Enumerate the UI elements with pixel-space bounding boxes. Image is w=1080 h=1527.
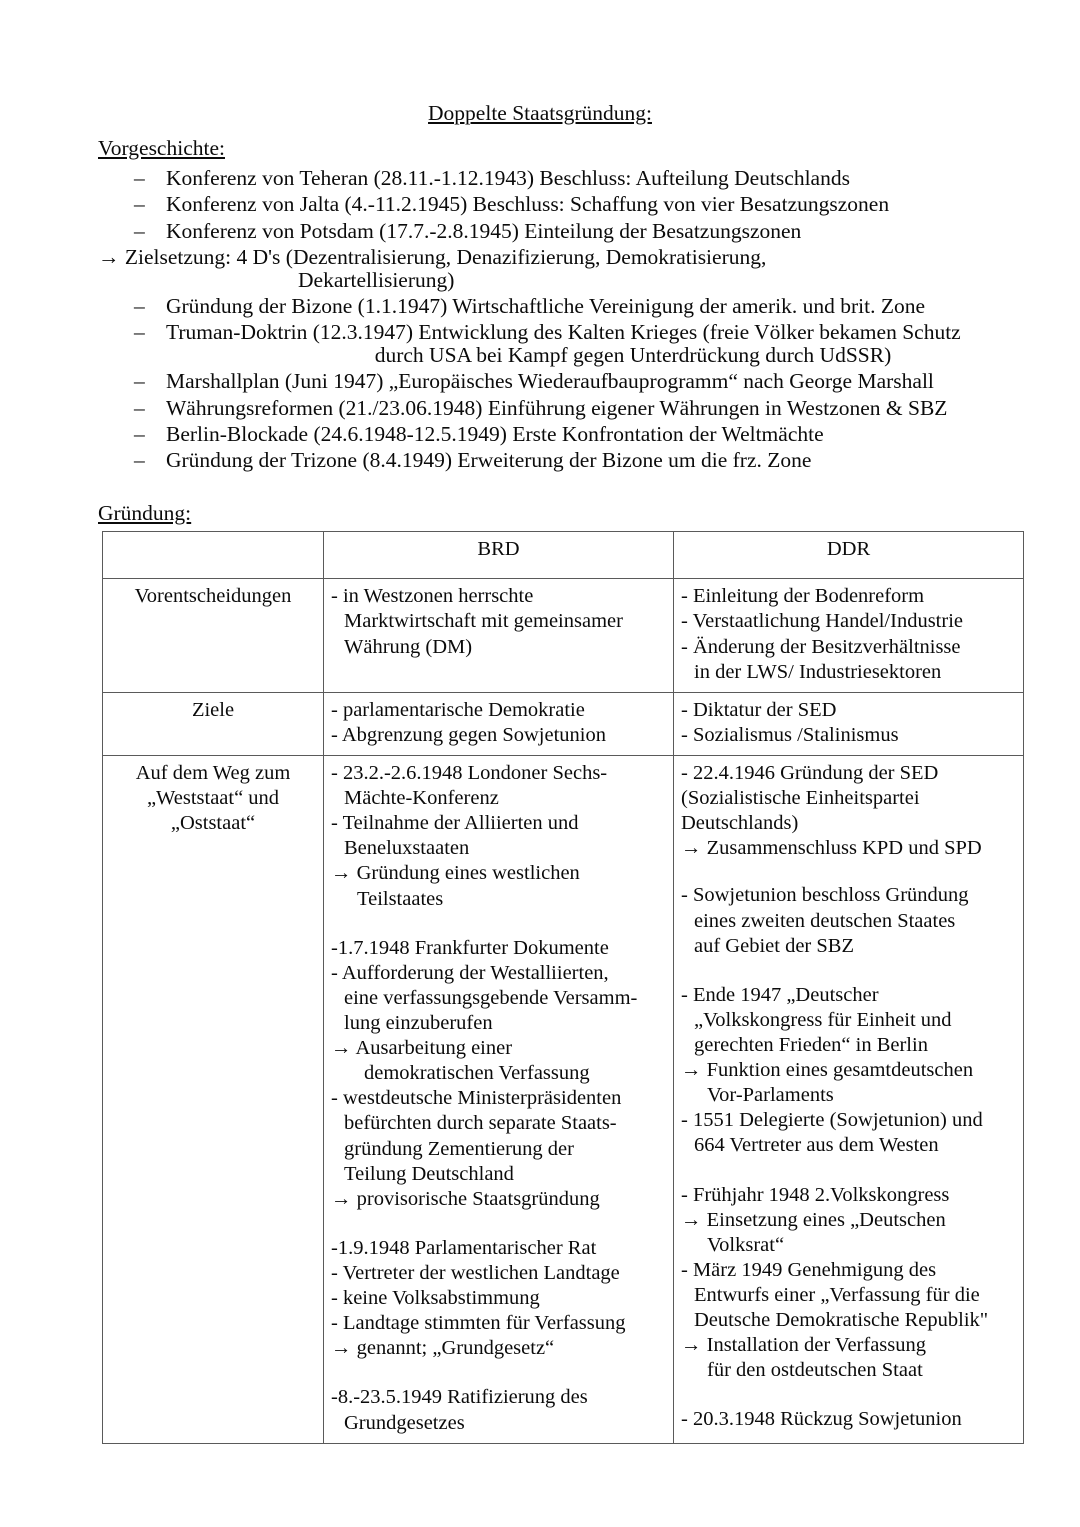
cell-spacer bbox=[331, 912, 666, 936]
cell-line: demokratischen Verfassung bbox=[364, 1062, 590, 1085]
section-heading-vorgeschichte-text: Vorgeschichte: bbox=[98, 135, 225, 160]
list-item bbox=[98, 321, 1080, 367]
section-heading-gruendung bbox=[98, 500, 1080, 525]
bullet-dash-icon: – bbox=[134, 421, 145, 446]
list-item bbox=[98, 397, 1080, 420]
cell-line: Marktwirtschaft mit gemeinsamer bbox=[344, 610, 623, 633]
bullet-dash-icon: – bbox=[134, 395, 145, 420]
cell-line: - Frühjahr 1948 2.Volkskongress bbox=[681, 1183, 950, 1206]
cell-ddr-ziele bbox=[674, 692, 1024, 755]
cell-line: Grundgesetzes bbox=[344, 1411, 465, 1434]
cell-line: - Teilnahme der Alliierten und bbox=[331, 812, 579, 835]
section-heading-vorgeschichte bbox=[98, 135, 1080, 160]
list-item-text: Konferenz von Teheran (28.11.-1.12.1943) Beschluss: Aufteilung Deutschlands bbox=[166, 166, 850, 190]
list-item-text: Truman-Doktrin (12.3.1947) Entwicklung des Kalten Krieges (freie Völker bekamen Schutz bbox=[166, 320, 961, 345]
cell-line: → Einsetzung eines „Deutschen bbox=[681, 1208, 946, 1231]
cell-brd-weg-zum-staat bbox=[324, 756, 674, 1444]
cell-line: eines zweiten deutschen Staates bbox=[694, 909, 956, 932]
cell-line: - 22.4.1946 Gründung der SED bbox=[681, 762, 939, 785]
table-row bbox=[103, 756, 1024, 1444]
list-item-text: Berlin-Blockade (24.6.1948-12.5.1949) Erste Konfrontation der Weltmächte bbox=[166, 421, 824, 446]
cell-line: Beneluxstaaten bbox=[344, 837, 470, 860]
page-title-text: Doppelte Staatsgründung: bbox=[428, 101, 652, 125]
list-item bbox=[98, 295, 1080, 318]
cell-line: → provisorische Staatsgründung bbox=[331, 1187, 600, 1210]
cell-line: → Funktion eines gesamtdeutschen bbox=[681, 1059, 974, 1082]
bullet-dash-icon: – bbox=[134, 448, 145, 473]
cell-line: eine verfassungsgebende Versamm- bbox=[344, 986, 638, 1009]
table-row bbox=[103, 692, 1024, 755]
cell-line: auf Gebiet der SBZ bbox=[694, 934, 854, 957]
bullet-dash-icon: – bbox=[134, 320, 145, 345]
cell-spacer bbox=[681, 861, 1016, 883]
list-item bbox=[98, 220, 1080, 243]
cell-line: Volksrat“ bbox=[707, 1233, 785, 1256]
table-header-brd: BRD bbox=[324, 532, 674, 579]
list-item-text: Konferenz von Potsdam (17.7.-2.8.1945) Einteilung der Besatzungszonen bbox=[166, 218, 802, 243]
cell-line: - 20.3.1948 Rückzug Sowjetunion bbox=[681, 1408, 962, 1431]
prehistory-bullet-list-1 bbox=[98, 167, 1080, 242]
cell-line: - keine Volksabstimmung bbox=[331, 1287, 540, 1310]
cell-line: → Installation der Verfassung bbox=[681, 1334, 926, 1357]
cell-spacer bbox=[681, 959, 1016, 983]
cell-line: - Landtage stimmten für Verfassung bbox=[331, 1312, 626, 1335]
cell-line: - Vertreter der westlichen Landtage bbox=[331, 1262, 620, 1284]
row-label-weg-zum-staat bbox=[103, 756, 324, 1444]
row-label-vorentscheidungen: Vorentscheidungen bbox=[103, 579, 324, 692]
section-heading-gruendung-text: Gründung: bbox=[98, 500, 192, 525]
cell-line: für den ostdeutschen Staat bbox=[707, 1359, 923, 1382]
row-label-line: „Oststaat“ bbox=[170, 812, 256, 835]
cell-line: - März 1949 Genehmigung des bbox=[681, 1258, 937, 1281]
page-title bbox=[0, 0, 1080, 125]
cell-line: Teilung Deutschland bbox=[344, 1162, 514, 1185]
bullet-dash-icon: – bbox=[134, 369, 145, 394]
bullet-dash-icon: – bbox=[134, 218, 145, 243]
row-label-ziele: Ziele bbox=[103, 692, 324, 755]
cell-line: Deutsche Demokratische Republik" bbox=[694, 1309, 989, 1332]
cell-spacer bbox=[681, 1383, 1016, 1407]
cell-line: in der LWS/ Industriesektoren bbox=[694, 660, 942, 683]
list-item-text: Gründung der Bizone (1.1.1947) Wirtschaftliche Vereinigung der amerik. und brit. Zone bbox=[166, 293, 925, 318]
cell-line: → genannt; „Grundgesetz“ bbox=[331, 1337, 555, 1360]
cell-spacer bbox=[331, 1212, 666, 1236]
cell-line: - westdeutsche Ministerpräsidenten bbox=[331, 1087, 622, 1110]
prehistory-arrow-item bbox=[98, 246, 1080, 292]
cell-line: - Sozialismus /Stalinismus bbox=[681, 723, 899, 746]
arrow-item-line1: → Zielsetzung: 4 D's (Dezentralisierung, Denazifizierung, Demokratisierung, bbox=[98, 244, 767, 269]
table-header-blank bbox=[103, 532, 324, 579]
cell-line: - in Westzonen herrschte bbox=[331, 585, 534, 608]
cell-line: - Abgrenzung gegen Sowjetunion bbox=[331, 723, 606, 746]
cell-line: Entwurfs einer „Verfassung für die bbox=[694, 1284, 980, 1306]
table-header-ddr: DDR bbox=[674, 532, 1024, 579]
cell-line: - parlamentarische Demokratie bbox=[331, 698, 585, 721]
list-item-text: Währungsreformen (21./23.06.1948) Einführung eigener Währungen in Westzonen & SBZ bbox=[166, 395, 948, 420]
cell-line: -8.-23.5.1949 Ratifizierung des bbox=[331, 1386, 588, 1409]
cell-line: lung einzuberufen bbox=[344, 1012, 493, 1035]
table-header-row bbox=[103, 532, 1024, 579]
cell-line: → Ausarbeitung einer bbox=[331, 1037, 513, 1060]
cell-line: → Gründung eines westlichen bbox=[331, 862, 580, 885]
cell-line: „Volkskongress für Einheit und bbox=[694, 1008, 952, 1031]
cell-spacer bbox=[331, 1361, 666, 1385]
bullet-dash-icon: – bbox=[134, 192, 145, 217]
list-item bbox=[98, 370, 1080, 393]
cell-line: → Zusammenschluss KPD und SPD bbox=[681, 837, 982, 860]
comparison-table bbox=[102, 531, 1024, 1443]
cell-line: (Sozialistische Einheitspartei bbox=[681, 787, 920, 810]
cell-brd-ziele bbox=[324, 692, 674, 755]
arrow-item-line2: Dekartellisierung) bbox=[298, 267, 455, 292]
cell-line: befürchten durch separate Staats- bbox=[344, 1112, 617, 1135]
cell-line: - 1551 Delegierte (Sowjetunion) und bbox=[681, 1109, 983, 1132]
cell-line: -1.9.1948 Parlamentarischer Rat bbox=[331, 1236, 597, 1259]
list-item-text: Marshallplan (Juni 1947) „Europäisches Wiederaufbauprogramm“ nach George Marshall bbox=[166, 369, 934, 394]
cell-spacer bbox=[681, 1159, 1016, 1183]
cell-line: - Aufforderung der Westalliierten, bbox=[331, 961, 609, 984]
list-item-text: Gründung der Trizone (8.4.1949) Erweiterung der Bizone um die frz. Zone bbox=[166, 448, 812, 473]
cell-line: - Verstaatlichung Handel/Industrie bbox=[681, 610, 963, 633]
list-item bbox=[98, 193, 1080, 216]
cell-brd-vorentscheidungen bbox=[324, 579, 674, 692]
cell-line: Deutschlands) bbox=[681, 812, 799, 835]
cell-line: Teilstaates bbox=[357, 887, 444, 910]
row-label-line: Auf dem Weg zum bbox=[135, 762, 291, 785]
cell-ddr-vorentscheidungen bbox=[674, 579, 1024, 692]
cell-line: Währung (DM) bbox=[344, 635, 473, 658]
bullet-dash-icon: – bbox=[134, 293, 145, 318]
bullet-dash-icon: – bbox=[134, 166, 145, 190]
list-item-text: Konferenz von Jalta (4.-11.2.1945) Beschluss: Schaffung von vier Besatzungszonen bbox=[166, 192, 890, 217]
cell-line: - Ende 1947 „Deutscher bbox=[681, 983, 879, 1006]
cell-line: Mächte-Konferenz bbox=[344, 787, 499, 810]
row-label-line: „Weststaat“ und bbox=[146, 787, 280, 810]
cell-line: - 23.2.-2.6.1948 Londoner Sechs- bbox=[331, 762, 608, 785]
cell-line: - Diktatur der SED bbox=[681, 698, 837, 721]
cell-line: gerechten Frieden“ in Berlin bbox=[694, 1034, 928, 1057]
cell-line: 664 Vertreter aus dem Westen bbox=[694, 1134, 939, 1157]
list-item-text-cont: durch USA bei Kampf gegen Unterdrückung durch UdSSR) bbox=[374, 342, 892, 367]
table-row bbox=[103, 579, 1024, 692]
cell-line: -1.7.1948 Frankfurter Dokumente bbox=[331, 936, 609, 959]
list-item bbox=[98, 449, 1080, 472]
prehistory-bullet-list-2 bbox=[98, 295, 1080, 472]
cell-line: - Einleitung der Bodenreform bbox=[681, 585, 925, 608]
cell-line: - Änderung der Besitzverhältnisse bbox=[681, 635, 961, 658]
cell-line: gründung Zementierung der bbox=[344, 1137, 574, 1160]
list-item bbox=[98, 423, 1080, 446]
cell-ddr-weg-zum-staat bbox=[674, 756, 1024, 1444]
cell-line: Vor-Parlaments bbox=[707, 1084, 834, 1107]
cell-line: - Sowjetunion beschloss Gründung bbox=[681, 884, 969, 907]
list-item bbox=[98, 167, 1080, 190]
